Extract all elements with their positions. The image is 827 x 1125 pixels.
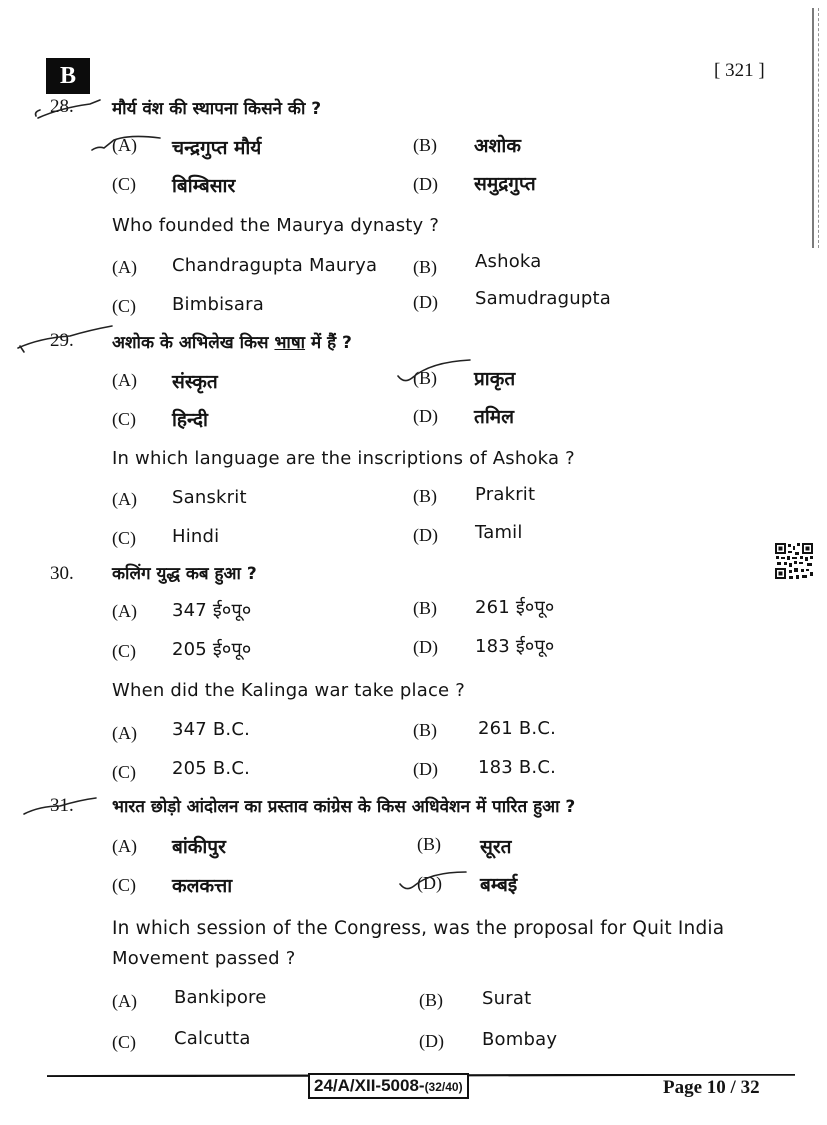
option-label: (A) <box>112 601 137 621</box>
option-text: Samudragupta <box>475 288 612 309</box>
option-label: (C) <box>112 174 136 194</box>
question-hindi: कलिंग युद्ध कब हुआ ? <box>112 564 257 584</box>
option-text: Bombay <box>482 1029 558 1050</box>
option-label: (D) <box>413 637 438 657</box>
paper-code: [ 321 ] <box>714 60 765 81</box>
option-label: (C) <box>112 296 136 316</box>
option-label: (C) <box>112 875 136 895</box>
option-label: (B) <box>413 486 437 506</box>
option-label: (A) <box>112 836 137 856</box>
option-text: हिन्दी <box>172 409 208 431</box>
option-label: (D) <box>413 759 438 779</box>
question-number: 31. <box>50 795 74 816</box>
option-label: (C) <box>112 409 136 429</box>
question-english: Who founded the Maurya dynasty ? <box>112 215 440 236</box>
option-label: (D) <box>419 1031 444 1051</box>
option-text: प्राकृत <box>474 368 516 390</box>
option-label: (C) <box>112 1032 136 1052</box>
option-text: 347 ई०पू० <box>172 600 252 621</box>
option-text: Bankipore <box>174 987 267 1008</box>
option-text: बिम्बिसार <box>172 175 236 197</box>
page-number: Page 10 / 32 <box>663 1077 760 1098</box>
option-label: (A) <box>112 370 137 390</box>
question-number: 29. <box>50 330 74 351</box>
question-number: 28. <box>50 96 74 117</box>
question-english: In which language are the inscriptions of Ashoka ? <box>112 448 575 469</box>
option-text: बांकीपुर <box>172 836 226 858</box>
footer-code-text: 24/A/XII-5008- <box>314 1076 425 1095</box>
option-label: (A) <box>112 135 137 155</box>
option-text: 183 B.C. <box>478 757 557 778</box>
option-text: 261 ई०पू० <box>475 597 555 618</box>
underlined-word: भाषा <box>274 333 306 353</box>
option-label: (B) <box>417 834 441 854</box>
option-text: समुद्रगुप्त <box>474 173 536 195</box>
option-text: 261 B.C. <box>478 718 557 739</box>
option-text: सूरत <box>480 836 512 858</box>
option-text: Hindi <box>172 526 220 547</box>
question-hindi: मौर्य वंश की स्थापना किसने की ? <box>112 99 322 119</box>
option-text: चन्द्रगुप्त मौर्य <box>172 137 262 159</box>
option-text: Prakrit <box>475 484 536 505</box>
footer-code-small: (32/40) <box>424 1080 463 1094</box>
option-text: Bimbisara <box>172 294 264 315</box>
option-text: Calcutta <box>174 1028 251 1049</box>
set-badge: B <box>46 58 90 94</box>
option-label: (A) <box>112 257 137 277</box>
option-text: Chandragupta Maurya <box>172 255 378 276</box>
option-text: Ashoka <box>475 251 542 272</box>
question-english: In which session of the Congress, was the proposal for Quit India <box>112 918 725 939</box>
option-label: (D) <box>413 525 438 545</box>
option-text: 347 B.C. <box>172 719 251 740</box>
option-label: (D) <box>413 292 438 312</box>
option-text: Surat <box>482 988 532 1009</box>
option-label: (B) <box>413 135 437 155</box>
option-label: (B) <box>413 257 437 277</box>
option-text: 205 ई०पू० <box>172 639 252 660</box>
question-english-cont: Movement passed ? <box>112 948 296 969</box>
question-hindi: भारत छोड़ो आंदोलन का प्रस्ताव कांग्रेस के किस अधिवेशन में पारित हुआ ? <box>112 797 576 817</box>
option-text: बम्बई <box>480 874 518 896</box>
option-label: (B) <box>413 598 437 618</box>
option-text: कलकत्ता <box>172 875 233 897</box>
option-text: 205 B.C. <box>172 758 251 779</box>
option-label: (A) <box>112 723 137 743</box>
question-number: 30. <box>50 563 74 584</box>
option-text: Tamil <box>475 522 523 543</box>
option-label: (D) <box>413 174 438 194</box>
option-label: (C) <box>112 762 136 782</box>
option-label: (D) <box>413 406 438 426</box>
question-hindi-part: अशोक के अभिलेख किस <box>112 333 275 353</box>
question-english: When did the Kalinga war take place ? <box>112 680 465 701</box>
option-label: (D) <box>417 873 442 893</box>
option-text: अशोक <box>474 135 521 157</box>
option-label: (A) <box>112 489 137 509</box>
option-text: तमिल <box>474 406 514 428</box>
footer-paper-code <box>308 1073 469 1099</box>
qr-code-icon <box>774 542 814 580</box>
option-text: 183 ई०पू० <box>475 636 555 657</box>
question-hindi-part: में हैं ? <box>305 333 352 353</box>
option-text: संस्कृत <box>172 371 218 393</box>
option-label: (B) <box>413 720 437 740</box>
option-label: (A) <box>112 991 137 1011</box>
option-label: (B) <box>413 368 437 388</box>
option-text: Sanskrit <box>172 487 247 508</box>
option-label: (C) <box>112 528 136 548</box>
option-label: (C) <box>112 641 136 661</box>
option-label: (B) <box>419 990 443 1010</box>
